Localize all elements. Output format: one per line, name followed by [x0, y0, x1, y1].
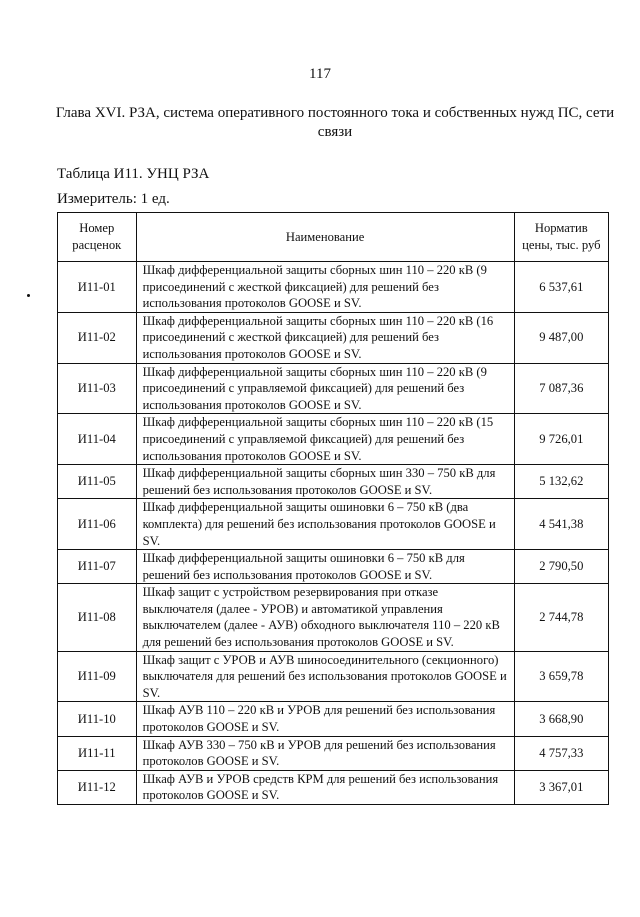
row-price: 9 726,01	[514, 414, 608, 465]
row-price: 7 087,36	[514, 363, 608, 414]
table-row	[58, 550, 609, 584]
row-name: Шкаф АУВ 330 – 750 кВ и УРОВ для решений без использования протоколов GOOSE и SV.	[136, 736, 514, 770]
header-code: Номер расценок	[58, 213, 137, 262]
row-code: И11-08	[58, 584, 137, 651]
table-header-row	[58, 213, 609, 262]
row-price: 5 132,62	[514, 465, 608, 499]
table-row	[58, 262, 609, 313]
row-name: Шкаф дифференциальной защиты сборных шин 330 – 750 кВ для решений без использования протоколов GOOSE и SV.	[136, 465, 514, 499]
row-name: Шкаф дифференциальной защиты ошиновки 6 – 750 кВ (два комплекта) для решений без использования протоколов GOOSE и SV.	[136, 499, 514, 550]
row-code: И11-03	[58, 363, 137, 414]
price-norms-table	[57, 212, 609, 805]
row-name: Шкаф дифференциальной защиты сборных шин 110 – 220 кВ (15 присоединений с управляемой фиксацией) для решений без использования протоколов GOOSE и SV.	[136, 414, 514, 465]
row-code: И11-07	[58, 550, 137, 584]
header-price: Норматив цены, тыс. руб	[514, 213, 608, 262]
row-code: И11-09	[58, 651, 137, 702]
row-name: Шкаф защит с устройством резервирования при отказе выключателя (далее - УРОВ) и автоматикой управления выключателем (далее - АУВ) обходного выключателя 110 – 220 кВ для решений без использования протоколов GOOSE и SV.	[136, 584, 514, 651]
row-code: И11-06	[58, 499, 137, 550]
table-row	[58, 651, 609, 702]
header-name: Наименование	[136, 213, 514, 262]
table-row	[58, 499, 609, 550]
table-row	[58, 363, 609, 414]
row-code: И11-12	[58, 770, 137, 804]
row-name: Шкаф АУВ и УРОВ средств КРМ для решений без использования протоколов GOOSE и SV.	[136, 770, 514, 804]
row-price: 9 487,00	[514, 312, 608, 363]
row-name: Шкаф защит с УРОВ и АУВ шиносоединительного (секционного) выключателя для решений без использования протоколов GOOSE и SV.	[136, 651, 514, 702]
row-code: И11-04	[58, 414, 137, 465]
row-name: Шкаф дифференциальной защиты ошиновки 6 – 750 кВ для решений без использования протоколов GOOSE и SV.	[136, 550, 514, 584]
row-price: 6 537,61	[514, 262, 608, 313]
table-row	[58, 770, 609, 804]
row-price: 2 744,78	[514, 584, 608, 651]
scan-dot-mark	[27, 294, 30, 297]
table-row	[58, 414, 609, 465]
row-name: Шкаф дифференциальной защиты сборных шин 110 – 220 кВ (9 присоединений с жесткой фиксацией) для решений без использования протоколов GOOSE и SV.	[136, 262, 514, 313]
table-row	[58, 736, 609, 770]
row-price: 2 790,50	[514, 550, 608, 584]
row-price: 4 757,33	[514, 736, 608, 770]
chapter-title: Глава XVI. РЗА, система оперативного постоянного тока и собственных нужд ПС, сети связи	[55, 105, 615, 140]
unit-of-measure: Измеритель: 1 ед.	[57, 191, 170, 207]
row-code: И11-02	[58, 312, 137, 363]
table-row	[58, 465, 609, 499]
table-row	[58, 584, 609, 651]
table-title: Таблица И11. УНЦ РЗА	[57, 166, 210, 182]
row-name: Шкаф дифференциальной защиты сборных шин 110 – 220 кВ (16 присоединений с жесткой фиксацией) для решений без использования протоколов GOOSE и SV.	[136, 312, 514, 363]
row-price: 3 367,01	[514, 770, 608, 804]
row-price: 4 541,38	[514, 499, 608, 550]
row-name: Шкаф АУВ 110 – 220 кВ и УРОВ для решений без использования протоколов GOOSE и SV.	[136, 702, 514, 736]
row-code: И11-05	[58, 465, 137, 499]
page-number: 117	[309, 66, 331, 82]
row-code: И11-11	[58, 736, 137, 770]
row-price: 3 668,90	[514, 702, 608, 736]
table-row	[58, 702, 609, 736]
row-code: И11-01	[58, 262, 137, 313]
table-row	[58, 312, 609, 363]
row-price: 3 659,78	[514, 651, 608, 702]
row-code: И11-10	[58, 702, 137, 736]
row-name: Шкаф дифференциальной защиты сборных шин 110 – 220 кВ (9 присоединений с управляемой фиксацией) для решений без использования протоколов GOOSE и SV.	[136, 363, 514, 414]
